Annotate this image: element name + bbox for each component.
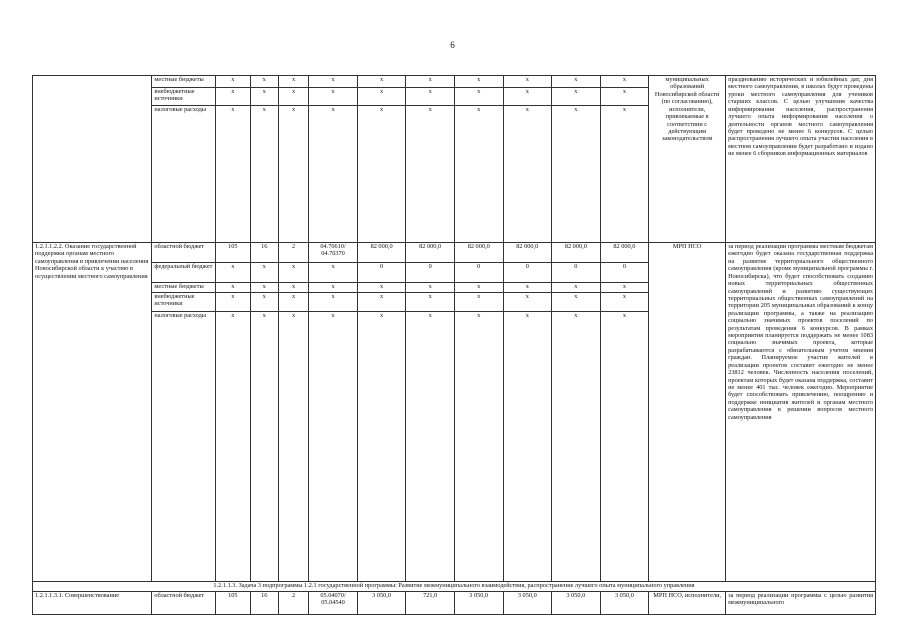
- value-cell: x: [250, 293, 278, 312]
- value-cell: 3 050,0: [357, 592, 406, 615]
- value-cell: x: [454, 76, 503, 88]
- task-title-cell: 1.2.1.1.3. Задача 3 подпрограммы 1.2.1 государственной программы: Развитие межмуниципального взаимодействия, распространение лучшего опыта муниципального управления: [33, 582, 876, 592]
- value-cell: 05.04070/ 05.04540: [309, 592, 358, 615]
- measure-name-cell: 1.2.1.1.3.1. Совершенствование: [33, 592, 152, 615]
- value-cell: x: [454, 88, 503, 106]
- value-cell: x: [309, 263, 358, 283]
- value-cell: x: [503, 76, 552, 88]
- value-cell: x: [250, 88, 278, 106]
- executor-cell: МРП НСО: [649, 243, 726, 582]
- value-cell: 2: [278, 243, 308, 263]
- funding-source-cell: местные бюджеты: [152, 283, 216, 293]
- value-cell: x: [216, 283, 250, 293]
- value-cell: x: [357, 76, 406, 88]
- value-cell: 3 050,0: [600, 592, 649, 615]
- value-cell: x: [406, 283, 455, 293]
- value-cell: 105: [216, 592, 250, 615]
- value-cell: x: [600, 312, 649, 582]
- value-cell: x: [406, 76, 455, 88]
- value-cell: x: [357, 283, 406, 293]
- value-cell: 82 000,0: [406, 243, 455, 263]
- value-cell: x: [216, 312, 250, 582]
- value-cell: x: [278, 88, 308, 106]
- value-cell: x: [503, 106, 552, 243]
- executor-cell: муниципальных образований Новосибирской области (по согласованию), исполнители, привлекаемые в соответствии с действующим законодательством: [649, 76, 726, 243]
- value-cell: 0: [406, 263, 455, 283]
- value-cell: x: [600, 76, 649, 88]
- value-cell: x: [503, 283, 552, 293]
- value-cell: x: [278, 293, 308, 312]
- value-cell: 3 050,0: [552, 592, 601, 615]
- value-cell: 82 000,0: [503, 243, 552, 263]
- table-row: [33, 76, 876, 88]
- value-cell: x: [552, 293, 601, 312]
- funding-source-cell: местные бюджеты: [152, 76, 216, 88]
- funding-source-cell: внебюджетные источники: [152, 293, 216, 312]
- value-cell: x: [250, 283, 278, 293]
- result-cell: за период реализации программы с целью развития межмуниципального: [726, 592, 876, 615]
- value-cell: x: [250, 312, 278, 582]
- value-cell: x: [600, 293, 649, 312]
- page-number: 6: [450, 40, 455, 50]
- funding-source-cell: областной бюджет: [152, 243, 216, 263]
- value-cell: x: [216, 263, 250, 283]
- value-cell: x: [250, 106, 278, 243]
- value-cell: 16: [250, 592, 278, 615]
- executor-cell: МРП НСО, исполнители,: [649, 592, 726, 615]
- value-cell: x: [309, 312, 358, 582]
- value-cell: x: [600, 106, 649, 243]
- value-cell: x: [357, 312, 406, 582]
- value-cell: x: [250, 263, 278, 283]
- funding-source-cell: внебюджетные источники: [152, 88, 216, 106]
- value-cell: x: [552, 283, 601, 293]
- funding-source-cell: налоговые расходы: [152, 106, 216, 243]
- value-cell: 0: [454, 263, 503, 283]
- value-cell: x: [309, 293, 358, 312]
- value-cell: x: [278, 283, 308, 293]
- value-cell: 0: [552, 263, 601, 283]
- value-cell: 04.70610/ 04.70370: [309, 243, 358, 263]
- funding-source-cell: федеральный бюджет: [152, 263, 216, 283]
- value-cell: x: [552, 106, 601, 243]
- value-cell: x: [600, 283, 649, 293]
- value-cell: x: [600, 88, 649, 106]
- value-cell: x: [552, 88, 601, 106]
- value-cell: 3 050,0: [454, 592, 503, 615]
- value-cell: x: [216, 293, 250, 312]
- value-cell: x: [454, 283, 503, 293]
- value-cell: x: [309, 106, 358, 243]
- value-cell: x: [216, 88, 250, 106]
- program-table: [32, 75, 876, 615]
- value-cell: 721,0: [406, 592, 455, 615]
- value-cell: 105: [216, 243, 250, 263]
- value-cell: x: [278, 263, 308, 283]
- funding-source-cell: областной бюджет: [152, 592, 216, 615]
- measure-name-cell: [33, 76, 152, 243]
- value-cell: x: [216, 76, 250, 88]
- value-cell: x: [552, 312, 601, 582]
- value-cell: x: [278, 76, 308, 88]
- value-cell: x: [216, 106, 250, 243]
- value-cell: x: [503, 312, 552, 582]
- table-row: [33, 592, 876, 615]
- result-cell: празднованию исторических и юбилейных дат, дня местного самоуправления, в школах будут проведены уроки местного самоуправления для учеников старших классов. С целью улучшения качества информирования населения, распространения лучшего опыта информирования населения о деятельности органов местного самоуправления будет проведено не менее 6 конкурсов. С целью распространения лучшего опыта участия населения в местном самоуправлении будет разработано и издано не менее 6 сборников информационных материалов: [726, 76, 876, 243]
- task-header-row: [33, 582, 876, 592]
- table-row: [33, 243, 876, 263]
- value-cell: x: [454, 293, 503, 312]
- value-cell: 82 000,0: [600, 243, 649, 263]
- measure-name-cell: 1.2.1.1.2.2. Оказание государственной поддержки органам местного самоуправления в привлечении населения Новосибирской области к участию в осуществлении местного самоуправления: [33, 243, 152, 582]
- value-cell: x: [357, 88, 406, 106]
- value-cell: x: [503, 88, 552, 106]
- value-cell: 0: [357, 263, 406, 283]
- value-cell: x: [454, 312, 503, 582]
- value-cell: 82 000,0: [552, 243, 601, 263]
- value-cell: x: [357, 106, 406, 243]
- value-cell: x: [357, 293, 406, 312]
- value-cell: x: [278, 312, 308, 582]
- value-cell: x: [454, 106, 503, 243]
- value-cell: x: [406, 88, 455, 106]
- value-cell: x: [309, 88, 358, 106]
- value-cell: 3 050,0: [503, 592, 552, 615]
- value-cell: x: [406, 106, 455, 243]
- value-cell: x: [250, 76, 278, 88]
- value-cell: x: [309, 283, 358, 293]
- value-cell: 82 000,0: [357, 243, 406, 263]
- value-cell: x: [406, 312, 455, 582]
- result-cell: за период реализации программы местным бюджетам ежегодно будет оказана государственная поддержка на развитие территориального общественного самоуправления (кроме муниципальной программы г. Новосибирска), что будет способствовать созданию новых территориальных общественных самоуправлений и развитию существующих территориальных общественных самоуправлений на территории 205 муниципальных образований к концу реализации программы, а также на реализацию социально значимых проектов поселений по результатам проведения 6 конкурсов. В рамках мероприятия планируется поддержать не менее 1083 социально значимых проекта, которые разрабатываются с обязательным учетом мнения граждан. Планируемое участие жителей в реализации проектов составит ежегодно не менее 23812 человек. Численность населения поселений, проектам которых будет оказана поддержка, составит не менее 401 тыс. человек ежегодно. Мероприятие будет способствовать привлечению, поощрению и поддержке инициатив жителей и органам местного самоуправления в решении вопросов местного самоуправления: [726, 243, 876, 582]
- value-cell: x: [503, 293, 552, 312]
- funding-source-cell: налоговые расходы: [152, 312, 216, 582]
- value-cell: 16: [250, 243, 278, 263]
- value-cell: x: [278, 106, 308, 243]
- value-cell: 2: [278, 592, 308, 615]
- value-cell: x: [406, 293, 455, 312]
- value-cell: 0: [503, 263, 552, 283]
- value-cell: x: [309, 76, 358, 88]
- value-cell: 0: [600, 263, 649, 283]
- value-cell: 82 000,0: [454, 243, 503, 263]
- value-cell: x: [552, 76, 601, 88]
